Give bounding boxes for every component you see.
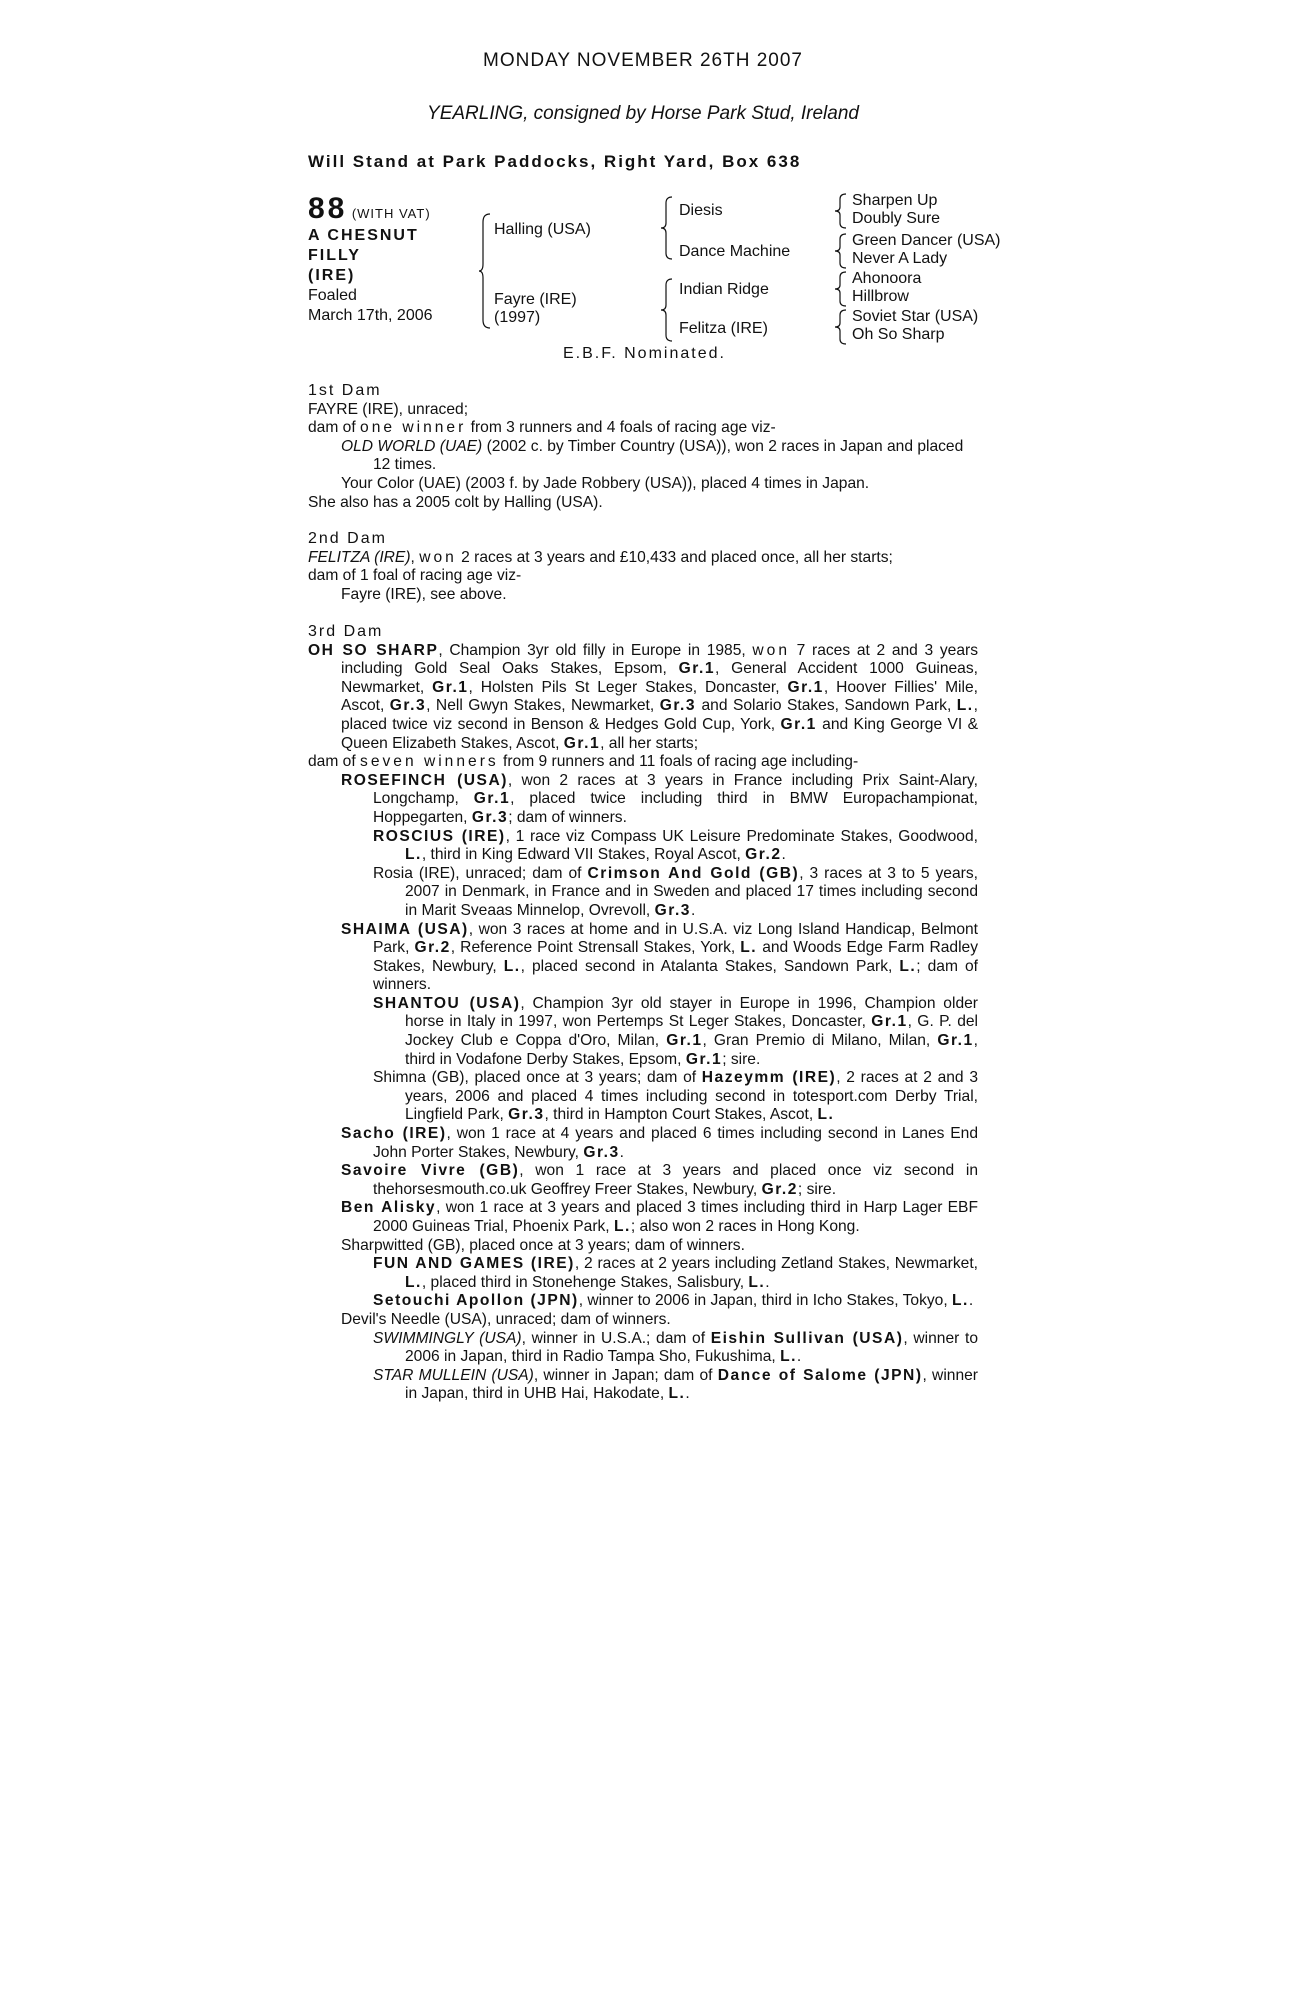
text-run: , 2 races at 2 and 3 years, 2006 and placed 4 times including second in totesport.com Derby Trial, Lingfield Park, — [405, 1069, 978, 1124]
text-run: won — [419, 548, 457, 566]
text-run: and Woods Edge Farm Radley Stakes, Newbury, — [373, 939, 978, 975]
text-run: 2 races at 3 years and £10,433 and placed once, all her starts; — [456, 548, 893, 566]
third-dam-section — [308, 623, 978, 1404]
offspring-shantou — [308, 995, 978, 1069]
offspring-sharpwitted: Sharpwitted (GB), placed once at 3 years; dam of winners. — [341, 1236, 745, 1254]
text-run: Hazeymm (IRE) — [701, 1069, 837, 1087]
text-run: Gr.3 — [389, 697, 427, 715]
text-run: Gr.3 — [508, 1106, 545, 1124]
text-run: . — [796, 1348, 802, 1366]
g3-doubly-sure: Doubly Sure — [852, 210, 941, 227]
text-run: Gr.2 — [414, 939, 451, 957]
offspring-setouchi-apollon — [308, 1292, 978, 1311]
text-run: , Hoover Fillies' Mile, Ascot, — [341, 678, 978, 715]
first-dam-section — [308, 382, 978, 512]
first-dam-offspring-1 — [308, 438, 978, 475]
text-run: Crimson And Gold (GB) — [587, 864, 800, 882]
text-run: Gr.1 — [432, 678, 469, 696]
sire: Halling (USA) — [494, 221, 591, 238]
third-dam-produce-summary — [308, 753, 978, 772]
text-run: Gr.1 — [685, 1050, 723, 1068]
text-run: . — [690, 901, 696, 919]
text-run: FUN AND GAMES (IRE) — [373, 1255, 575, 1273]
pedigree-brace-main — [478, 212, 492, 330]
second-dam-offspring-1: Fayre (IRE), see above. — [341, 585, 507, 603]
text-run: , all her starts; — [600, 734, 699, 752]
text-run: Setouchi Apollon (JPN) — [373, 1292, 579, 1310]
text-run: ROSEFINCH (USA) — [341, 771, 508, 789]
dam: Fayre (IRE) — [494, 291, 577, 308]
text-run: , third in Vodafone Derby Stakes, Epsom, — [405, 1032, 978, 1068]
text-run: L. — [956, 697, 974, 715]
text-run: , Champion 3yr old stayer in Europe in 1996, Champion older horse in Italy in 1997, won Pertemps St Leger Stakes, Doncaster, — [405, 994, 978, 1031]
sale-date: MONDAY NOVEMBER 26TH 2007 — [483, 50, 803, 71]
text-run: , won 1 race at 3 years and placed 3 times including third in Harp Lager EBF 2000 Guineas Trial, Phoenix Park, — [373, 1199, 978, 1235]
lot-description-country: (IRE) — [308, 267, 356, 284]
lot-info — [308, 192, 478, 326]
text-run: , won 3 races at home and in U.S.A. viz Long Island Handicap, Belmont Park, — [373, 920, 978, 957]
text-run: ; dam of winners. — [508, 808, 627, 826]
sire-sire: Diesis — [679, 202, 723, 219]
text-run: L. — [613, 1218, 631, 1235]
text-run: Gr.1 — [787, 678, 824, 696]
dam-sire: Indian Ridge — [679, 281, 769, 298]
lot-number: 88 — [308, 192, 348, 225]
third-dam-record — [308, 642, 978, 754]
dam-year: (1997) — [494, 309, 541, 326]
text-run: SHANTOU (USA) — [373, 994, 521, 1012]
text-run: , won 1 race at 3 years and placed once viz second in thehorsesmouth.co.uk Geoffrey Freer Stakes, Newbury, — [373, 1162, 978, 1198]
text-run: ; also won 2 races in Hong Kong. — [630, 1218, 860, 1235]
text-run: 7 races at 2 and 3 years including Gold Seal Oaks Stakes, Epsom, — [341, 641, 979, 678]
first-dam-produce-summary — [308, 419, 978, 438]
text-run: , winner in U.S.A.; dam of — [521, 1329, 711, 1347]
text-run: . — [781, 846, 786, 864]
text-run: , Nell Gwyn Stakes, Newmarket, — [426, 697, 660, 715]
g3-hillbrow: Hillbrow — [852, 288, 909, 305]
text-run: and King George VI & Queen Elizabeth Stakes, Ascot, — [341, 715, 978, 752]
text-run: Eishin Sullivan (USA) — [710, 1329, 904, 1347]
text-run: OLD WORLD (UAE) — [341, 437, 483, 455]
pedigree-brace-g3-3 — [834, 270, 848, 308]
text-run: from 9 runners and 11 foals of racing age including- — [498, 753, 859, 771]
g3-green-dancer: Green Dancer (USA) — [852, 232, 1001, 249]
text-run: ROSCIUS (IRE) — [373, 827, 506, 845]
text-run: Gr.1 — [780, 715, 817, 733]
text-run: , 2 races at 2 years including Zetland Stakes, Newmarket, — [574, 1255, 978, 1273]
text-run: Ben Alisky — [341, 1199, 437, 1217]
text-run: , won 2 races at 3 years in France including Prix Saint-Alary, Longchamp, — [373, 771, 978, 808]
offspring-ben-alisky — [308, 1199, 978, 1236]
text-run: seven winners — [360, 753, 499, 771]
text-run: Gr.3 — [659, 697, 697, 715]
text-run: Gr.1 — [666, 1032, 703, 1050]
text-run: Gr.2 — [745, 846, 782, 864]
vat-note: (WITH VAT) — [351, 206, 431, 221]
text-run: Rosia (IRE), unraced; dam of — [373, 864, 588, 882]
text-run: , won 1 race at 4 years and placed 6 times including second in Lanes End John Porter Stakes, Newbury, — [373, 1125, 978, 1161]
text-run: won — [752, 641, 790, 659]
offspring-savoire-vivre — [308, 1162, 978, 1199]
text-run: SHAIMA (USA) — [341, 920, 469, 938]
text-run: FELITZA (IRE) — [308, 548, 411, 566]
text-run: SWIMMINGLY (USA) — [373, 1329, 522, 1347]
offspring-rosia — [308, 865, 978, 921]
text-run: , Champion 3yr old filly in Europe in 1985, — [438, 641, 753, 659]
text-run: L. — [817, 1106, 835, 1124]
text-run: OH SO SHARP — [308, 641, 439, 659]
text-run: , winner in Japan, third in UHB Hai, Hakodate, — [405, 1366, 978, 1403]
pedigree-brace-g3-4 — [834, 308, 848, 346]
text-run: L. — [780, 1348, 797, 1366]
first-dam-name: FAYRE (IRE), unraced; — [308, 400, 469, 418]
text-run: , third in Hampton Court Stakes, Ascot, — [544, 1106, 818, 1124]
text-run: (2002 c. by Timber Country (USA)), won 2 races in Japan and placed 12 times. — [373, 437, 964, 474]
pedigree-brace-sire — [660, 195, 674, 261]
text-run: , winner in Japan; dam of — [533, 1366, 718, 1384]
consignment-line: YEARLING, consigned by Horse Park Stud, Ireland — [427, 103, 859, 124]
text-run: Sacho (IRE) — [341, 1125, 447, 1143]
text-run: . — [968, 1292, 974, 1310]
pedigree-brace-g3-1 — [834, 192, 848, 230]
text-run: , General Accident 1000 Guineas, Newmarket, — [341, 660, 978, 696]
stand-location: Will Stand at Park Paddocks, Right Yard, Box 638 — [308, 152, 802, 171]
first-dam-heading: 1st Dam — [308, 382, 382, 399]
text-run: , winner to 2006 in Japan, third in Icho Stakes, Tokyo, — [578, 1292, 953, 1310]
offspring-devils-needle: Devil's Needle (USA), unraced; dam of winners. — [341, 1310, 671, 1328]
offspring-swimmingly — [308, 1330, 978, 1367]
dam-dam: Felitza (IRE) — [679, 320, 768, 337]
text-run: , Holsten Pils St Leger Stakes, Doncaster, — [468, 678, 788, 696]
text-run: , third in King Edward VII Stakes, Royal Ascot, — [421, 846, 746, 864]
text-run: ; sire. — [722, 1050, 761, 1068]
text-run: . — [765, 1273, 770, 1291]
offspring-star-mullein — [308, 1367, 978, 1404]
text-run: . — [685, 1385, 690, 1403]
g3-oh-so-sharp: Oh So Sharp — [852, 326, 945, 343]
text-run: . — [619, 1143, 625, 1161]
text-run: , placed second in Atalanta Stakes, Sandown Park, — [520, 957, 900, 975]
text-run: , 1 race viz Compass UK Leisure Predominate Stakes, Goodwood, — [505, 827, 978, 845]
lot-description: A CHESNUT FILLY — [308, 227, 419, 264]
sire-dam: Dance Machine — [679, 243, 791, 260]
text-run: , Reference Point Strensall Stakes, York, — [450, 939, 741, 957]
text-run: dam of — [308, 419, 361, 437]
offspring-rosefinch — [308, 772, 978, 828]
text-run: ; sire. — [797, 1180, 837, 1198]
text-run: , placed twice viz second in Benson & Hedges Gold Cup, York, — [341, 697, 978, 733]
g3-never-a-lady: Never A Lady — [852, 250, 948, 267]
offspring-shimna — [308, 1069, 978, 1125]
offspring-roscius — [308, 828, 978, 865]
text-run: Gr.3 — [583, 1143, 620, 1161]
text-run: L. — [899, 957, 917, 975]
text-run: L. — [748, 1273, 766, 1291]
second-dam-produce-summary: dam of 1 foal of racing age viz- — [308, 567, 522, 585]
text-run: Shimna (GB), placed once at 3 years; dam of — [373, 1069, 702, 1087]
text-run: STAR MULLEIN (USA) — [373, 1366, 534, 1384]
g3-ahonoora: Ahonoora — [852, 270, 922, 287]
second-dam-heading: 2nd Dam — [308, 530, 387, 547]
text-run: Gr.1 — [473, 790, 511, 808]
pedigree-brace-g3-2 — [834, 232, 848, 270]
second-dam-record — [308, 549, 978, 568]
first-dam-offspring-2: Your Color (UAE) (2003 f. by Jade Robbery (USA)), placed 4 times in Japan. — [341, 474, 870, 492]
text-run: Gr.3 — [654, 901, 691, 919]
text-run: L. — [740, 939, 758, 957]
text-run: , — [410, 548, 420, 566]
text-run: , winner to 2006 in Japan, third in Radio Tampa Sho, Fukushima, — [405, 1329, 978, 1366]
text-run: , G. P. del Jockey Club e Coppa d'Oro, Milan, — [405, 1013, 979, 1050]
text-run: L. — [503, 957, 521, 975]
pedigree-brace-dam — [660, 277, 674, 343]
first-dam-note: She also has a 2005 colt by Halling (USA). — [308, 493, 603, 511]
text-run: L. — [405, 846, 422, 864]
foaled-label: Foaled — [308, 287, 357, 304]
text-run: Savoire Vivre (GB) — [341, 1162, 520, 1180]
text-run: from 3 runners and 4 foals of racing age viz- — [466, 419, 776, 437]
text-run: Gr.3 — [471, 808, 509, 826]
offspring-shaima — [308, 921, 978, 995]
second-dam-section — [308, 530, 978, 604]
text-run: , Gran Premio di Milano, Milan, — [702, 1032, 938, 1050]
offspring-fun-and-games — [308, 1255, 978, 1292]
text-run: dam of — [308, 753, 361, 771]
text-run: , 3 races at 3 to 5 years, 2007 in Denmark, in France and in Sweden and placed 17 times including second in Marit Sveaas Minnelop, Ovrevoll, — [405, 864, 978, 919]
third-dam-heading: 3rd Dam — [308, 623, 384, 640]
text-run: Gr.1 — [563, 734, 601, 752]
text-run: Gr.1 — [678, 660, 715, 678]
g3-sharpen-up: Sharpen Up — [852, 192, 938, 209]
ebf-nominated: E.B.F. Nominated. — [563, 345, 726, 362]
text-run: L. — [668, 1385, 686, 1403]
text-run: , placed third in Stonehenge Stakes, Salisbury, — [421, 1273, 749, 1291]
text-run: Gr.2 — [761, 1180, 798, 1198]
foaled-date: March 17th, 2006 — [308, 307, 433, 324]
text-run: L. — [952, 1292, 969, 1310]
text-run: and Solario Stakes, Sandown Park, — [696, 697, 957, 715]
text-run: one winner — [360, 419, 467, 437]
text-run: Gr.1 — [937, 1032, 974, 1050]
offspring-sacho — [308, 1125, 978, 1162]
g3-soviet-star: Soviet Star (USA) — [852, 308, 979, 325]
text-run: Gr.1 — [871, 1013, 908, 1031]
text-run: Dance of Salome (JPN) — [717, 1366, 923, 1384]
text-run: L. — [405, 1273, 422, 1291]
lot-number-row — [308, 192, 478, 226]
text-run: , placed twice including third in BMW Europachampionat, Hoppegarten, — [373, 790, 978, 826]
text-run: ; dam of winners. — [373, 957, 979, 994]
